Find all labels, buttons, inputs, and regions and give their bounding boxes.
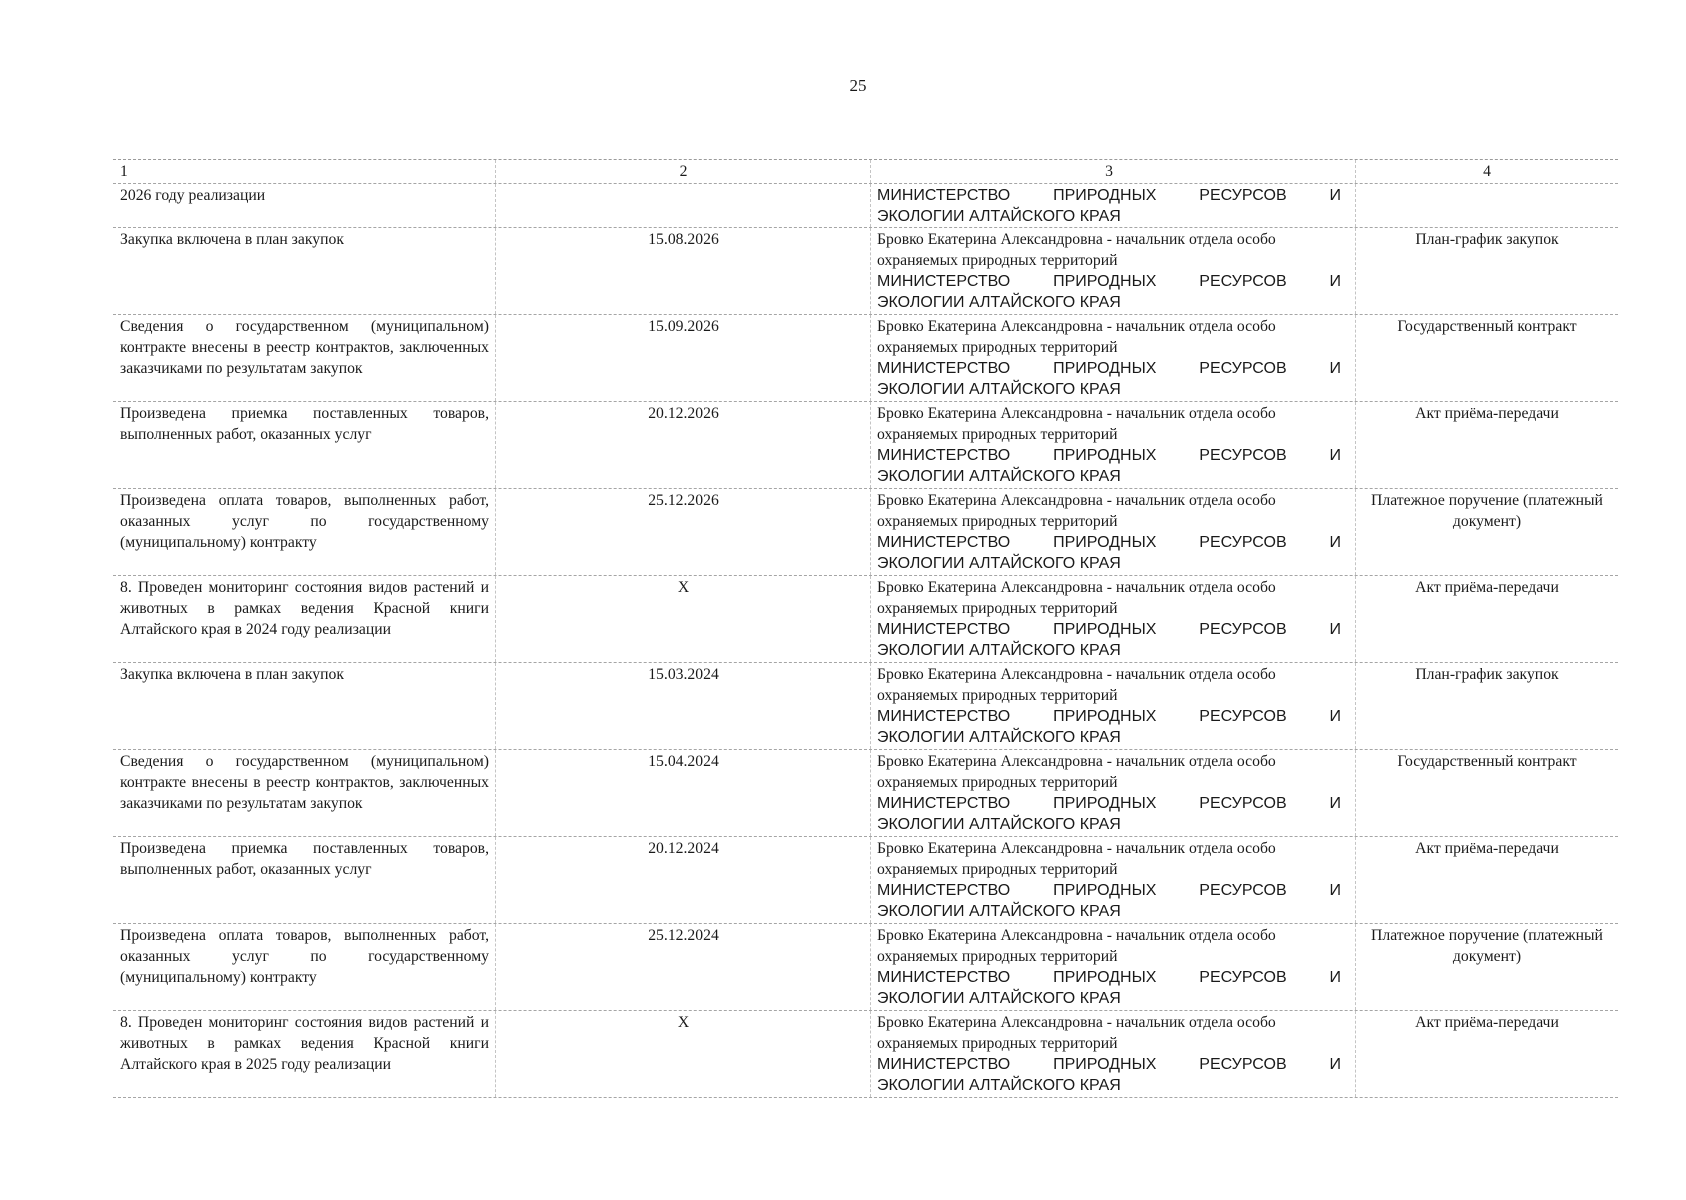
header-col-2: 2: [496, 160, 871, 183]
responsible-ministry-line-1: МИНИСТЕРСТВО ПРИРОДНЫХ РЕСУРСОВ И: [877, 882, 1341, 899]
responsible-ministry-line-1: МИНИСТЕРСТВО ПРИРОДНЫХ РЕСУРСОВ И: [877, 273, 1341, 290]
responsible-ministry-line-1: МИНИСТЕРСТВО ПРИРОДНЫХ РЕСУРСОВ И: [877, 447, 1341, 464]
responsible-cell: [871, 837, 1356, 923]
responsible-ministry-line-2: ЭКОЛОГИИ АЛТАЙСКОГО КРАЯ: [877, 990, 1121, 1007]
event-description: 8. Проведен мониторинг состояния видов растений и животных в рамках ведения Красной книги Алтайского края в 2024 году реализации: [113, 576, 496, 662]
event-description: Сведения о государственном (муниципальном) контракте внесены в реестр контрактов, заключенных заказчиками по результатам закупок: [113, 315, 496, 401]
confirming-document: План-график закупок: [1415, 666, 1559, 683]
responsible-cell: [871, 184, 1356, 227]
event-description: 8. Проведен мониторинг состояния видов растений и животных в рамках ведения Красной книги Алтайского края в 2025 году реализации: [113, 1011, 496, 1097]
responsible-person: Бровко Екатерина Александровна - начальник отдела особо охраняемых природных территорий: [877, 840, 1276, 878]
responsible-cell: [871, 663, 1356, 749]
responsible-ministry-line-2: ЭКОЛОГИИ АЛТАЙСКОГО КРАЯ: [877, 555, 1121, 572]
event-date: 15.08.2026: [496, 228, 871, 314]
event-date: 20.12.2024: [496, 837, 871, 923]
responsible-ministry-line-2: ЭКОЛОГИИ АЛТАЙСКОГО КРАЯ: [877, 468, 1121, 485]
table-header-row: [113, 160, 1618, 184]
confirming-document: Платежное поручение (платежный документ): [1371, 492, 1603, 530]
responsible-ministry-line-2: ЭКОЛОГИИ АЛТАЙСКОГО КРАЯ: [877, 208, 1121, 225]
table-row: [113, 750, 1618, 837]
events-table: [113, 159, 1618, 1098]
responsible-cell: [871, 489, 1356, 575]
responsible-cell: [871, 315, 1356, 401]
event-description: Произведена оплата товаров, выполненных работ, оказанных услуг по государственному (муниципальному) контракту: [113, 924, 496, 1010]
event-description: Произведена оплата товаров, выполненных работ, оказанных услуг по государственному (муниципальному) контракту: [113, 489, 496, 575]
table-row: [113, 837, 1618, 924]
responsible-cell: [871, 228, 1356, 314]
confirming-document: Платежное поручение (платежный документ): [1371, 927, 1603, 965]
confirming-document: Государственный контракт: [1397, 753, 1577, 770]
event-description: Произведена приемка поставленных товаров, выполненных работ, оказанных услуг: [113, 837, 496, 923]
responsible-person: Бровко Екатерина Александровна - начальник отдела особо охраняемых природных территорий: [877, 318, 1276, 356]
table-body: [113, 184, 1618, 1098]
responsible-cell: [871, 402, 1356, 488]
responsible-person: Бровко Екатерина Александровна - начальник отдела особо охраняемых природных территорий: [877, 753, 1276, 791]
responsible-cell: [871, 1011, 1356, 1097]
responsible-cell: [871, 750, 1356, 836]
event-description: Закупка включена в план закупок: [113, 663, 496, 749]
page-number: 25: [849, 76, 867, 95]
responsible-cell: [871, 576, 1356, 662]
responsible-person: Бровко Екатерина Александровна - начальник отдела особо охраняемых природных территорий: [877, 231, 1276, 269]
event-description: Сведения о государственном (муниципальном) контракте внесены в реестр контрактов, заключенных заказчиками по результатам закупок: [113, 750, 496, 836]
header-col-4: 4: [1483, 163, 1491, 180]
table-row: [113, 489, 1618, 576]
event-description: 2026 году реализации: [113, 184, 496, 227]
responsible-ministry-line-2: ЭКОЛОГИИ АЛТАЙСКОГО КРАЯ: [877, 381, 1121, 398]
confirming-document: Государственный контракт: [1397, 318, 1577, 335]
table-row: [113, 924, 1618, 1011]
responsible-ministry-line-1: МИНИСТЕРСТВО ПРИРОДНЫХ РЕСУРСОВ И: [877, 1056, 1341, 1073]
responsible-person: Бровко Екатерина Александровна - начальник отдела особо охраняемых природных территорий: [877, 927, 1276, 965]
event-date: 20.12.2026: [496, 402, 871, 488]
responsible-ministry-line-1: МИНИСТЕРСТВО ПРИРОДНЫХ РЕСУРСОВ И: [877, 360, 1341, 377]
responsible-ministry-line-2: ЭКОЛОГИИ АЛТАЙСКОГО КРАЯ: [877, 1077, 1121, 1094]
responsible-person: Бровко Екатерина Александровна - начальник отдела особо охраняемых природных территорий: [877, 579, 1276, 617]
confirming-document: [1356, 184, 1618, 227]
event-date: 25.12.2026: [496, 489, 871, 575]
responsible-ministry-line-1: МИНИСТЕРСТВО ПРИРОДНЫХ РЕСУРСОВ И: [877, 795, 1341, 812]
responsible-ministry-line-2: ЭКОЛОГИИ АЛТАЙСКОГО КРАЯ: [877, 729, 1121, 746]
confirming-document: Акт приёма-передачи: [1415, 840, 1559, 857]
confirming-document: Акт приёма-передачи: [1415, 1014, 1559, 1031]
event-date: [496, 184, 871, 227]
confirming-document: План-график закупок: [1415, 231, 1559, 248]
table-row: [113, 315, 1618, 402]
responsible-person: Бровко Екатерина Александровна - начальник отдела особо охраняемых природных территорий: [877, 492, 1276, 530]
table-row: [113, 402, 1618, 489]
responsible-ministry-line-1: МИНИСТЕРСТВО ПРИРОДНЫХ РЕСУРСОВ И: [877, 708, 1341, 725]
event-description: Закупка включена в план закупок: [113, 228, 496, 314]
responsible-ministry-line-2: ЭКОЛОГИИ АЛТАЙСКОГО КРАЯ: [877, 642, 1121, 659]
event-date: 15.09.2026: [496, 315, 871, 401]
table-row: [113, 576, 1618, 663]
event-date: 25.12.2024: [496, 924, 871, 1010]
responsible-ministry-line-1: МИНИСТЕРСТВО ПРИРОДНЫХ РЕСУРСОВ И: [877, 187, 1341, 204]
header-col-1: 1: [113, 160, 496, 183]
event-date: 15.04.2024: [496, 750, 871, 836]
responsible-ministry-line-1: МИНИСТЕРСТВО ПРИРОДНЫХ РЕСУРСОВ И: [877, 621, 1341, 638]
responsible-ministry-line-1: МИНИСТЕРСТВО ПРИРОДНЫХ РЕСУРСОВ И: [877, 969, 1341, 986]
responsible-ministry-line-1: МИНИСТЕРСТВО ПРИРОДНЫХ РЕСУРСОВ И: [877, 534, 1341, 551]
table-row: [113, 184, 1618, 228]
event-description: Произведена приемка поставленных товаров, выполненных работ, оказанных услуг: [113, 402, 496, 488]
responsible-ministry-line-2: ЭКОЛОГИИ АЛТАЙСКОГО КРАЯ: [877, 816, 1121, 833]
confirming-document: Акт приёма-передачи: [1415, 405, 1559, 422]
responsible-person: Бровко Екатерина Александровна - начальник отдела особо охраняемых природных территорий: [877, 405, 1276, 443]
event-date: 15.03.2024: [496, 663, 871, 749]
responsible-ministry-line-2: ЭКОЛОГИИ АЛТАЙСКОГО КРАЯ: [877, 294, 1121, 311]
responsible-cell: [871, 924, 1356, 1010]
responsible-person: Бровко Екатерина Александровна - начальник отдела особо охраняемых природных территорий: [877, 1014, 1276, 1052]
confirming-document: Акт приёма-передачи: [1415, 579, 1559, 596]
event-date: X: [496, 1011, 871, 1097]
table-row: [113, 663, 1618, 750]
table-row: [113, 228, 1618, 315]
responsible-ministry-line-2: ЭКОЛОГИИ АЛТАЙСКОГО КРАЯ: [877, 903, 1121, 920]
table-row: [113, 1011, 1618, 1098]
event-date: X: [496, 576, 871, 662]
header-col-3: 3: [871, 160, 1356, 183]
responsible-person: Бровко Екатерина Александровна - начальник отдела особо охраняемых природных территорий: [877, 666, 1276, 704]
